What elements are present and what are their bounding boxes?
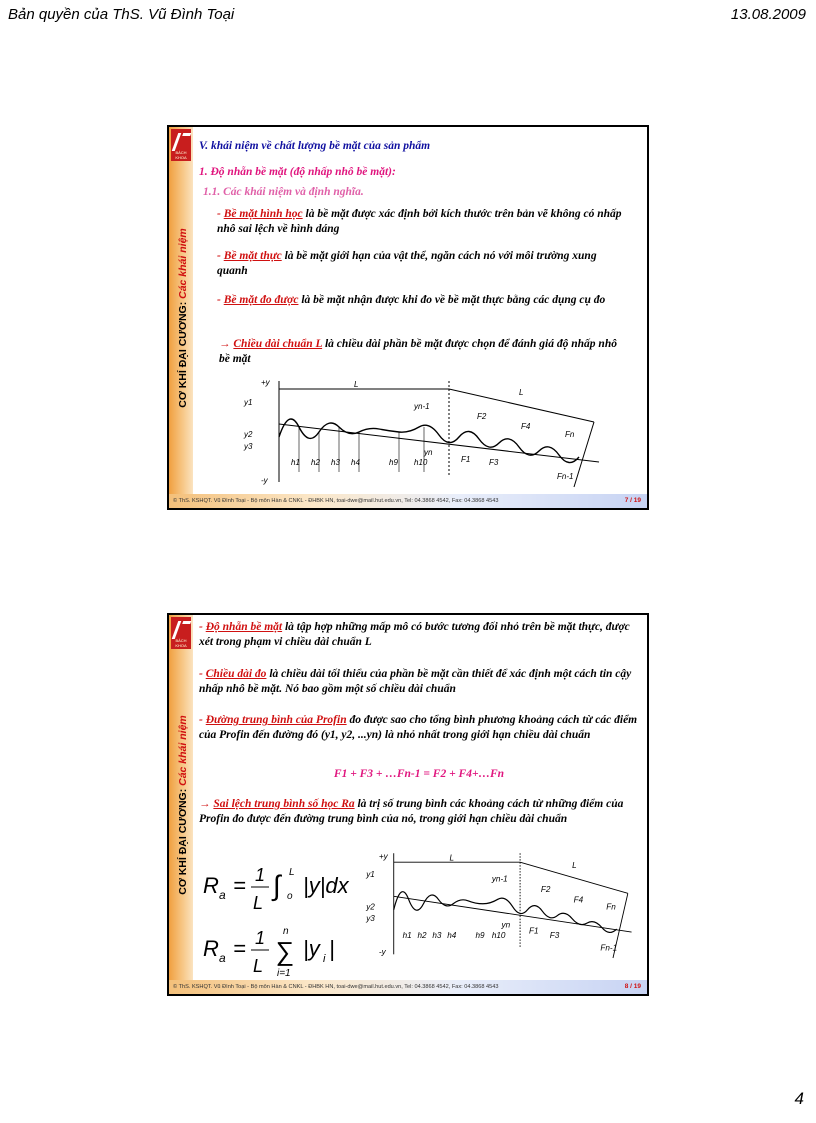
svg-text:h3: h3 (432, 930, 442, 940)
area-equality-formula: F1 + F3 + …Fn-1 = F2 + F4+…Fn (333, 768, 505, 780)
svg-text:|y: |y (303, 936, 320, 961)
svg-text:L: L (449, 853, 455, 863)
ra-sum-formula (203, 920, 353, 985)
svg-text:y1: y1 (366, 870, 375, 880)
university-logo: BÁCH KHOA (171, 617, 191, 649)
svg-text:o: o (287, 891, 293, 902)
svg-text:L: L (253, 893, 264, 913)
svg-text:i: i (323, 953, 326, 965)
header-author: Bản quyền của ThS. Vũ Đình Toại (8, 6, 235, 23)
label-F1: F1 (461, 455, 471, 464)
svg-text:-y: -y (378, 947, 386, 957)
subheading-2: 1.1. Các khái niệm và định nghĩa. (203, 186, 364, 198)
svg-text:h2: h2 (417, 930, 427, 940)
label-h2: h2 (311, 458, 320, 467)
university-logo: BÁCH KHOA (171, 129, 191, 161)
svg-text:|: | (329, 936, 335, 961)
definition-real-surface: - Bề mặt thực là bề mặt giới hạn của vật thể, ngăn cách nó với môi trường xung quanh (217, 250, 597, 277)
label-h3: h3 (331, 458, 340, 467)
svg-text:yn-1: yn-1 (491, 874, 508, 884)
label-F3: F3 (489, 458, 499, 467)
svg-text:F3: F3 (549, 930, 560, 940)
label-h4: h4 (351, 458, 360, 467)
svg-text:F4: F4 (573, 895, 584, 905)
svg-text:=: = (233, 936, 246, 961)
svg-text:∫: ∫ (273, 870, 281, 901)
svg-text:1: 1 (255, 928, 266, 948)
label-y3: y3 (244, 442, 253, 451)
svg-text:+y: +y (378, 852, 388, 862)
ra-integral-formula (203, 855, 353, 915)
svg-text:1: 1 (255, 865, 266, 885)
sidebar-title: CƠ KHÍ ĐẠI CƯƠNG: Các khái niệm (177, 714, 189, 895)
label-yn: yn (424, 448, 433, 457)
svg-text:∑: ∑ (275, 936, 294, 966)
label-F2: F2 (477, 412, 487, 421)
svg-text:Fn-1: Fn-1 (600, 943, 618, 953)
svg-text:R: R (203, 936, 219, 961)
label-y2: y2 (244, 430, 253, 439)
slide-sidebar (169, 127, 193, 508)
svg-text:R: R (203, 873, 219, 898)
svg-text:h1: h1 (402, 930, 412, 940)
definition-measured-surface: - Bề mặt đo được là bề mặt nhận được khi đo về bề mặt thực bằng các dụng cụ đo (217, 294, 606, 306)
svg-text:n: n (283, 926, 289, 937)
svg-text:a: a (219, 951, 226, 965)
mean-line (279, 424, 599, 462)
label-L-2: L (519, 388, 524, 397)
definition-ra: → Sai lệch trung bình số học Ra là trị số trung bình các khoảng cách từ những điểm của Profin đo được đến đường trung bình của nó, trong giới hạn chiều dài chuẩn (199, 798, 624, 825)
svg-text:h9: h9 (475, 930, 485, 940)
page-number: 4 (794, 1089, 804, 1108)
label-h1: h1 (291, 458, 300, 467)
label-F4: F4 (521, 422, 531, 431)
definition-profile-mean-line: - Đường trung bình của Profin đo được sao cho tổng bình phương khoảng cách từ các điểm của Profin đến đường đó (y1, y2, ...yn) là nhỏ nhất trong giới hạn chiều dài chuẩn (199, 714, 638, 741)
slide-heading: V. khái niệm về chất lượng bề mặt của sản phẩm (199, 140, 431, 152)
label-yn-1: yn-1 (414, 402, 430, 411)
svg-text:y3: y3 (366, 913, 375, 923)
svg-text:|y|dx: |y|dx (303, 873, 349, 898)
svg-text:L: L (289, 867, 295, 878)
slide-7 (167, 125, 649, 510)
sidebar-title: CƠ KHÍ ĐẠI CƯƠNG: Các khái niệm (177, 227, 189, 408)
svg-text:F1: F1 (529, 926, 539, 936)
slide-footer: © ThS. KSHQT. Vũ Đình Toại - Bộ môn Hàn & CNKL - ĐHBK HN, toai-dwe@mail.hut.edu.vn, Tel: 04.3868 4542, Fax: 04.3868 4543 7 / 19 (169, 494, 647, 508)
slide-footer: © ThS. KSHQT. Vũ Đình Toại - Bộ môn Hàn & CNKL - ĐHBK HN, toai-dwe@mail.hut.edu.vn, Tel: 04.3868 4542, Fax: 04.3868 4543 8 / 19 (169, 980, 647, 994)
label-Fn-1: Fn-1 (557, 472, 574, 481)
definition-geometric-surface: - Bề mặt hình học là bề mặt được xác định bởi kích thước trên bản vẽ không có nhấp nhô sai lệch về hình dáng (217, 208, 622, 235)
label-h10: h10 (414, 458, 428, 467)
definition-surface-smoothness: - Độ nhẵn bề mặt là tập hợp những mấp mô có bước tương đối nhỏ trên bề mặt thực, được xét trong phạm vi chiều dài chuẩn L (199, 621, 630, 648)
svg-text:L: L (253, 956, 264, 976)
svg-text:Fn: Fn (606, 902, 616, 912)
label-minus-y: -y (261, 476, 268, 485)
svg-text:yn: yn (501, 920, 511, 930)
roughness-profile-diagram-2 (364, 850, 639, 962)
svg-text:=: = (233, 873, 246, 898)
header-date: 13.08.2009 (730, 6, 806, 23)
label-h9: h9 (389, 458, 398, 467)
label-L-1: L (354, 380, 359, 389)
svg-text:F2: F2 (540, 884, 551, 894)
svg-text:h10: h10 (491, 930, 506, 940)
roughness-profile-diagram (239, 377, 609, 489)
label-Fn: Fn (565, 430, 575, 439)
label-plus-y: +y (261, 378, 270, 387)
svg-text:L: L (572, 861, 577, 871)
definition-measuring-length: - Chiều dài đo là chiều dài tối thiểu của phần bề mặt cần thiết để xác định một cách tin cậy nhấp nhô bề mặt. Nó bao gồm một số chiều dài chuẩn (199, 668, 632, 695)
svg-text:i=1: i=1 (277, 968, 291, 979)
subheading-1: 1. Độ nhẵn bề mặt (độ nhấp nhô bề mặt): (199, 166, 396, 178)
label-y1: y1 (244, 398, 253, 407)
slide-sidebar (169, 615, 193, 994)
slide-8 (167, 613, 649, 996)
svg-text:h4: h4 (447, 930, 457, 940)
svg-text:y2: y2 (366, 902, 375, 912)
svg-text:a: a (219, 888, 226, 902)
definition-sampling-length: → Chiều dài chuẩn L là chiều dài phần bề mặt được chọn để đánh giá độ nhấp nhô bề mặt (219, 338, 617, 365)
